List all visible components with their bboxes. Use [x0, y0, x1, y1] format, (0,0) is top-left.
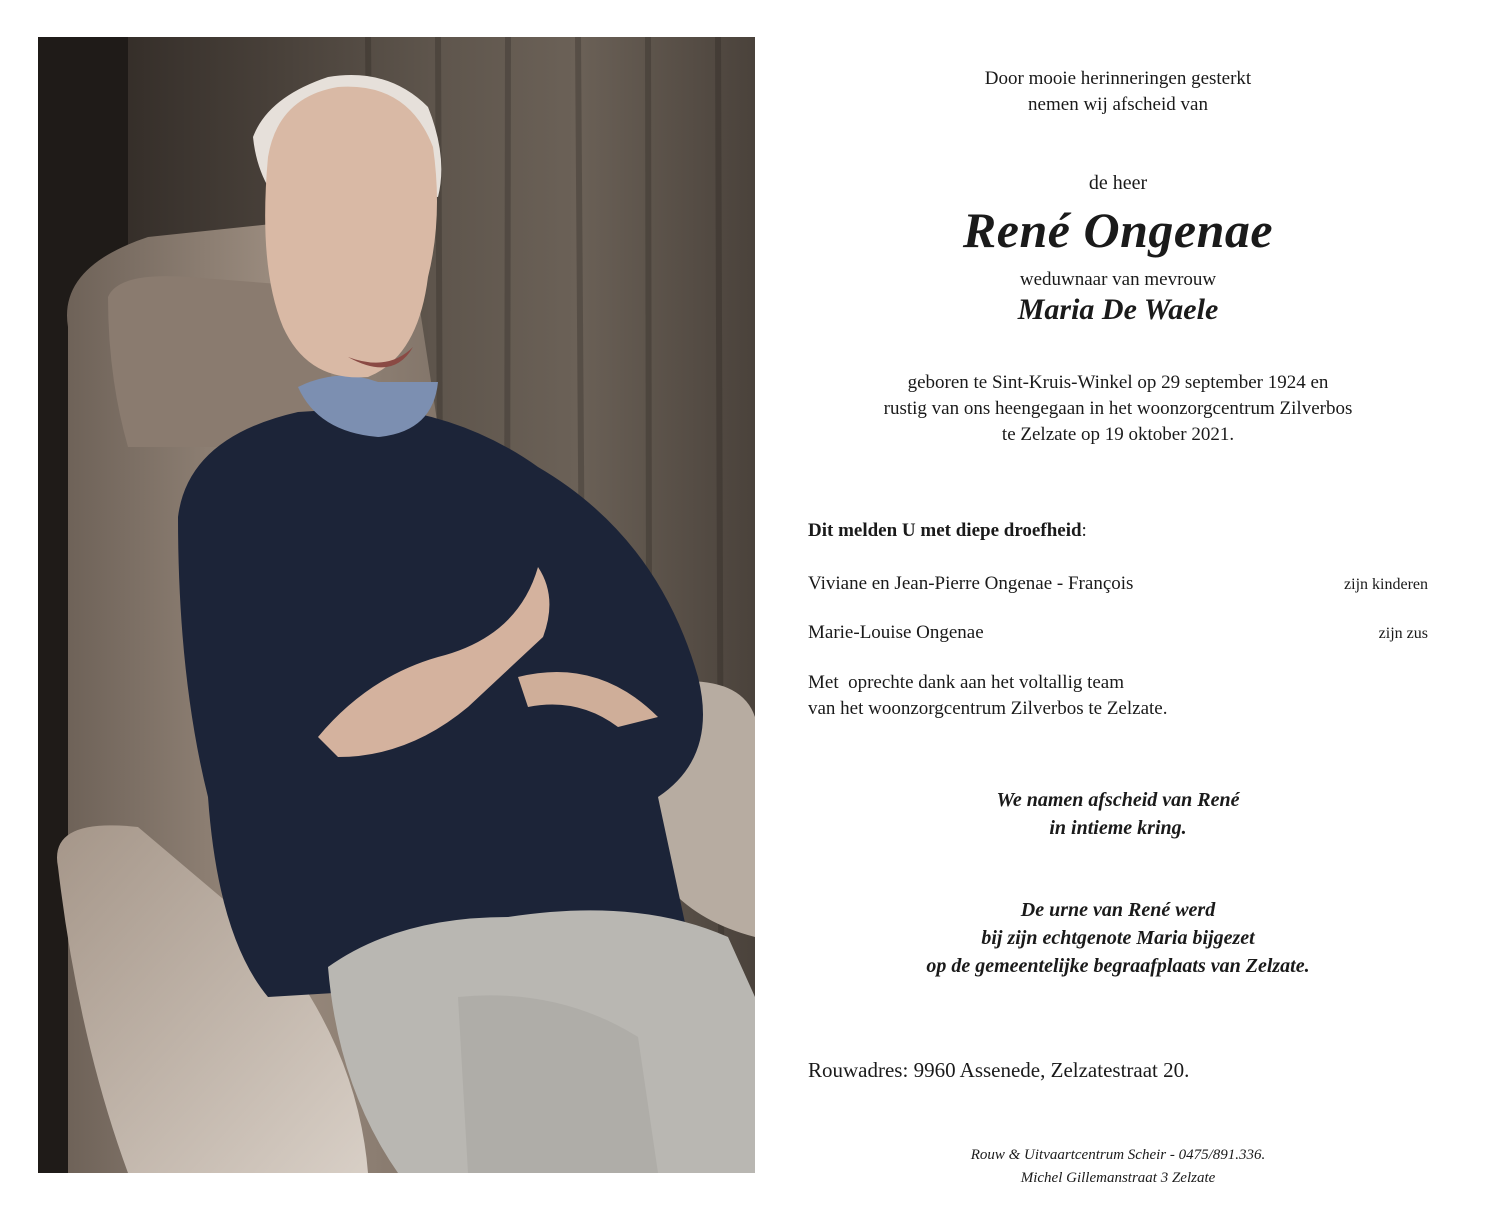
relative-row [808, 622, 1428, 644]
thanks-line-2: van het woonzorgcentrum Zilverbos te Zelzate. [808, 698, 1168, 719]
intro-line-1: Door mooie herinneringen gesterkt [984, 68, 1252, 89]
deceased-name: René Ongenae [962, 202, 1274, 258]
thanks-line-1: Met oprechte dank aan het voltallig team [808, 672, 1125, 693]
birth-death-info [808, 370, 1428, 448]
urn-line-1: De urne van René werd [1020, 899, 1216, 921]
farewell-line-1: We namen afscheid van René [996, 789, 1240, 811]
thanks-note [808, 670, 1167, 722]
birth-death-line-1: geboren te Sint-Kruis-Winkel op 29 september 1924 en [907, 372, 1329, 393]
urn-line-2: bij zijn echtgenote Maria bijgezet [981, 927, 1255, 949]
birth-death-line-2: rustig van ons heengegaan in het woonzorgcentrum Zilverbos [883, 398, 1353, 419]
portrait-illustration [38, 37, 755, 1173]
announcement-suffix: : [1081, 520, 1087, 541]
announcement-bold: Dit melden U met diepe droefheid [808, 520, 1082, 541]
intro-line-2: nemen wij afscheid van [1028, 94, 1208, 115]
spouse-name: Maria De Waele [1017, 293, 1219, 326]
mourning-address: Rouwadres: 9960 Assenede, Zelzatestraat 20. [808, 1058, 1190, 1082]
honorific: de heer [1088, 172, 1148, 194]
announcement [808, 520, 1087, 542]
relative-name: Viviane en Jean-Pierre Ongenae - François [808, 573, 1134, 594]
birth-death-line-3: te Zelzate op 19 oktober 2021. [1001, 424, 1235, 445]
relative-role: zijn kinderen [1344, 576, 1428, 593]
obituary-text [808, 0, 1428, 1214]
relative-role: zijn zus [1378, 625, 1428, 642]
urn-note [808, 896, 1428, 980]
widower-of-label: weduwnaar van mevrouw [1019, 269, 1217, 290]
portrait-photo [38, 37, 755, 1173]
relative-name: Marie-Louise Ongenae [808, 622, 984, 643]
farewell-line-2: in intieme kring. [1049, 817, 1187, 839]
undertaker-info [808, 1144, 1428, 1190]
urn-line-3: op de gemeentelijke begraafplaats van Zelzate. [926, 955, 1310, 977]
farewell-note [808, 786, 1428, 842]
intro [808, 66, 1428, 118]
undertaker-line-1: Rouw & Uitvaartcentrum Scheir - 0475/891.336. [970, 1147, 1266, 1163]
undertaker-line-2: Michel Gillemanstraat 3 Zelzate [1020, 1170, 1216, 1186]
relative-row [808, 573, 1428, 595]
